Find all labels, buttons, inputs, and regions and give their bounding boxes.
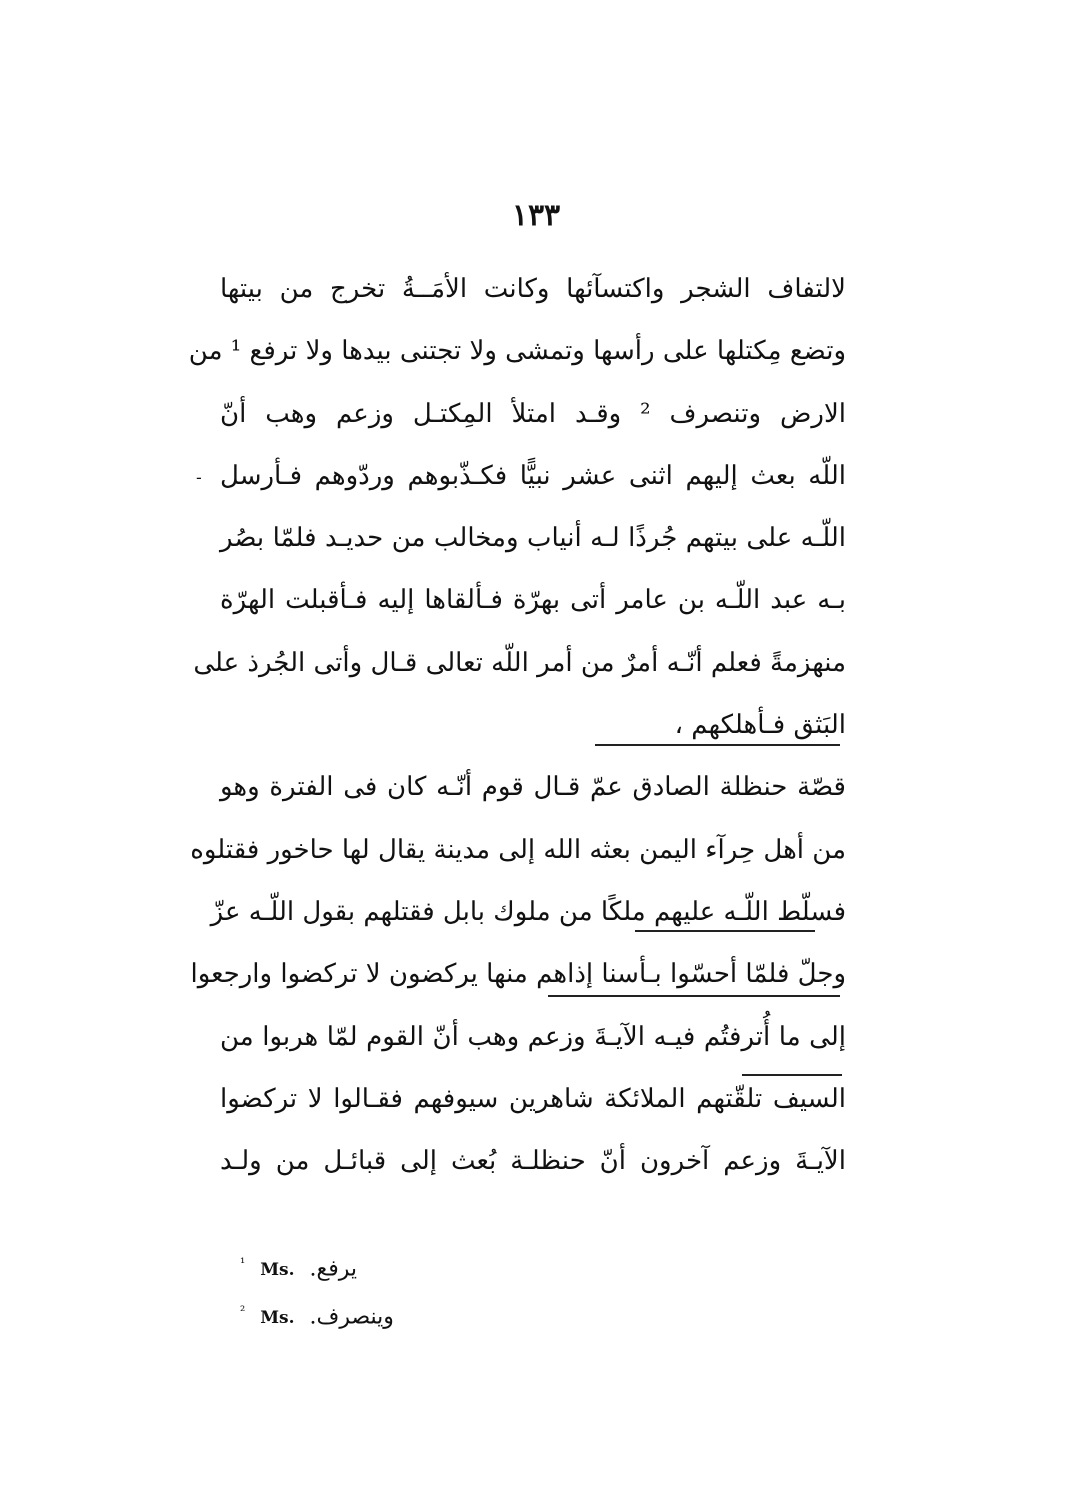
text-line: لالتفاف الشجر واكتسآئها وكانت الأمَــةُ تخرج من بيتها — [220, 274, 846, 304]
text-line: اللّـه على بيتهم جُرذًا لـه أنياب ومخالب من حديـد فلمّا بصُر — [220, 523, 846, 554]
section-divider — [595, 744, 840, 746]
text-line: بـه عبد اللّـه بن عامر أتى بهرّة فـألقاها إليه فـأقبلت الهرّة — [220, 585, 846, 616]
quote-underline — [548, 995, 840, 997]
text-line: وتضع مِكتلها على رأسها وتمشى ولا تجتنى بيدها ولا ترفع ¹ من — [188, 336, 846, 367]
footnote — [240, 1294, 394, 1330]
text-line: السيف تلقّتهم الملائكة شاهرين سيوفهم فقـالوا لا تركضوا — [220, 1083, 846, 1114]
page-number: ١٣٣ — [511, 198, 561, 233]
footnote-reading: يرفع. — [309, 1256, 358, 1282]
text-line: منهزمةً فعلم أنّـه أمرٌ من أمر اللّه تعالى قـال وأتى الجُرذ على — [193, 647, 846, 678]
main-text — [188, 258, 847, 1192]
text-line: الآيـةَ وزعم آخرون أنّ حنظلـة بُعث إلى قبائـل من ولـد — [220, 1146, 846, 1177]
text-line: البَثق فـأهلكهم ، — [674, 710, 846, 741]
footnote-reading: وينصرف. — [309, 1304, 394, 1330]
text-line: من أهل حِرآء اليمن بعثه الله إلى مدينة يقال لها حاخور فقتلوه — [190, 834, 846, 865]
text-line: اللّه بعث إليهم اثنى عشر نبيًّا فكـذّبوهم وردّوهم فـأرسل — [220, 460, 846, 491]
section-heading-line: قصّة حنظلة الصادق عمّ قـال قوم أنّـه كان فى الفترة وهو — [220, 772, 846, 803]
margin-mark: - — [196, 468, 202, 487]
footnote-ms-label: Ms. — [260, 1260, 295, 1281]
quote-underline — [742, 1074, 842, 1076]
text-line: الارض وتنصرف ² وقـد امتلأ المِكتـل وزعم وهب أنّ — [220, 398, 847, 429]
footnote — [240, 1246, 357, 1282]
quote-underline — [635, 930, 815, 932]
footnote-ms-label: Ms. — [260, 1308, 295, 1329]
footnote-number: ¹ — [240, 1256, 246, 1271]
text-line: وجلّ فلمّا أحسّوا بـأسنا إذاهم منها يركضون لا تركضوا وارجعوا — [190, 959, 846, 990]
text-line: فسلّط اللّـه عليهم ملكًا من ملوك بابل فقتلهم بقول اللّـه عزّ — [210, 896, 846, 927]
text-line: إلى ما أُترفتُم فيـه الآيـةَ وزعم وهب أنّ القوم لمّا هربوا من — [220, 1021, 846, 1052]
footnote-number: ² — [240, 1304, 246, 1319]
